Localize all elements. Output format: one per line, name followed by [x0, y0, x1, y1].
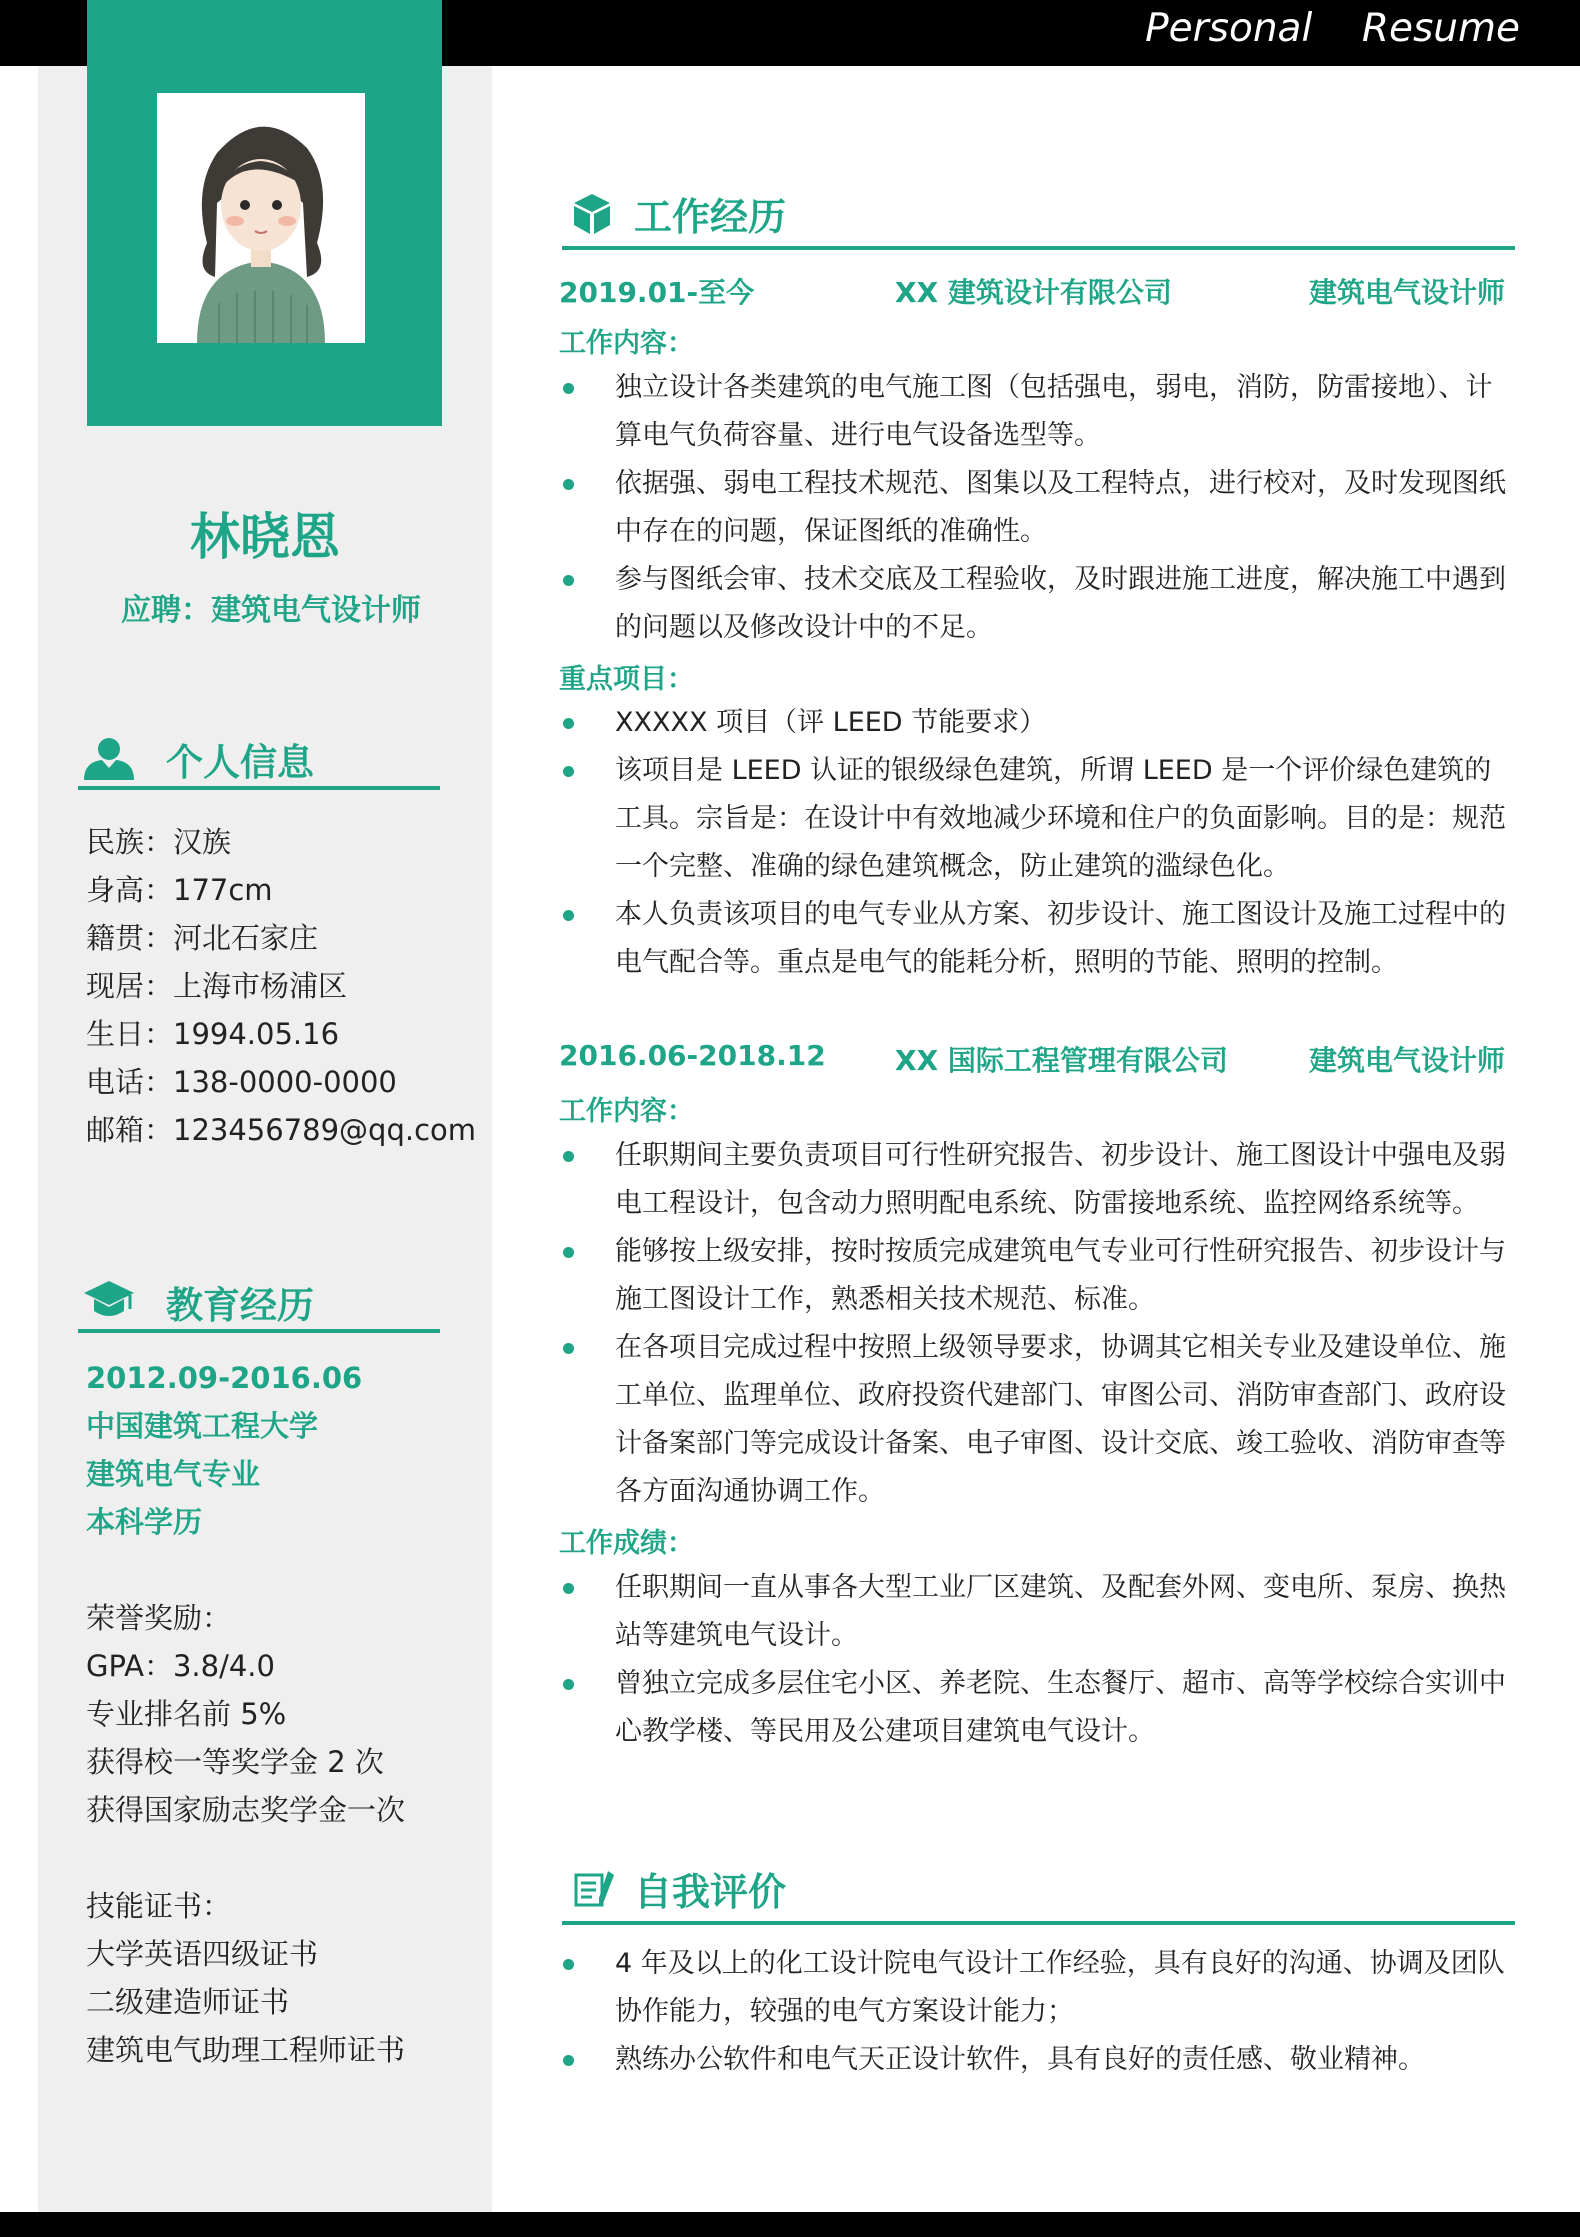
job-content-list	[559, 364, 1509, 652]
job-period: 2019.01-至今	[559, 276, 755, 309]
personal-info-list	[86, 818, 476, 1154]
job-period: 2016.06-2018.12	[559, 1039, 826, 1072]
achievements-label: 工作成绩：	[559, 1528, 694, 1559]
personal-info-heading	[78, 730, 438, 790]
job-title: 建筑电气设计师	[1308, 276, 1505, 309]
info-ethnicity: 民族：汉族	[86, 825, 232, 859]
heading-divider	[562, 1921, 1515, 1925]
honor-item: 专业排名前 5%	[86, 1697, 287, 1731]
notebook-pen-icon	[572, 1867, 618, 1913]
honor-item: 获得校一等奖学金 2 次	[86, 1745, 384, 1779]
job-company: XX 建筑设计有限公司	[895, 276, 1172, 309]
achievements-list	[559, 1564, 1509, 1756]
list-item: 曾独立完成多层住宅小区、养老院、生态餐厅、超市、高等学校综合实训中心教学楼、等民用及公建项目建筑电气设计。	[559, 1660, 1509, 1756]
list-item: 参与图纸会审、技术交底及工程验收，及时跟进施工进度，解决施工中遇到的问题以及修改设计中的不足。	[559, 556, 1509, 652]
self-eval-list	[559, 1940, 1509, 2084]
avatar	[157, 93, 365, 343]
resume-title: Personal Resume	[1145, 6, 1520, 51]
list-item: 本人负责该项目的电气专业从方案、初步设计、施工图设计及施工过程中的电气配合等。重点是电气的能耗分析，照明的节能、照明的控制。	[559, 891, 1509, 987]
spacer	[86, 1834, 405, 1882]
info-phone: 电话：138-0000-0000	[86, 1065, 397, 1099]
education-title: 教育经历	[166, 1284, 314, 1327]
education-school: 中国建筑工程大学	[86, 1409, 319, 1443]
key-projects-label: 重点项目：	[559, 664, 694, 695]
cert-item: 大学英语四级证书	[86, 1937, 319, 1971]
job-company: XX 国际工程管理有限公司	[895, 1044, 1228, 1077]
education-heading	[78, 1273, 438, 1333]
candidate-name: 林晓恩	[190, 508, 340, 566]
job-content-list	[559, 1132, 1509, 1516]
heading-divider	[78, 1329, 440, 1333]
education-degree: 本科学历	[86, 1505, 203, 1539]
job-content-label: 工作内容：	[559, 328, 694, 359]
spacer	[86, 1546, 405, 1594]
self-eval-title: 自我评价	[634, 1870, 787, 1914]
graduation-cap-icon	[84, 1279, 134, 1323]
cube-icon	[572, 192, 612, 240]
list-item: 依据强、弱电工程技术规范、图集以及工程特点，进行校对，及时发现图纸中存在的问题，保证图纸的准确性。	[559, 460, 1509, 556]
list-item: 独立设计各类建筑的电气施工图（包括强电，弱电，消防，防雷接地）、计算电气负荷容量、进行电气设备选型等。	[559, 364, 1509, 460]
cert-item: 建筑电气助理工程师证书	[86, 2033, 406, 2067]
work-title: 工作经历	[634, 195, 787, 239]
info-email: 邮箱：123456789@qq.com	[86, 1113, 477, 1147]
list-item: 任职期间主要负责项目可行性研究报告、初步设计、施工图设计中强电及弱电工程设计，包含动力照明配电系统、防雷接地系统、监控网络系统等。	[559, 1132, 1509, 1228]
certs-label: 技能证书：	[86, 1889, 232, 1923]
job-header	[559, 1039, 1505, 1079]
list-item: 能够按上级安排，按时按质完成建筑电气专业可行性研究报告、初步设计与施工图设计工作，熟悉相关技术规范、标准。	[559, 1228, 1509, 1324]
honors-label: 荣誉奖励：	[86, 1601, 232, 1635]
honor-item: GPA：3.8/4.0	[86, 1649, 275, 1683]
honor-item: 获得国家励志奖学金一次	[86, 1793, 406, 1827]
self-eval-heading	[562, 1861, 1515, 1931]
info-hometown: 籍贯：河北石家庄	[86, 921, 319, 955]
education-details	[86, 1354, 405, 2074]
info-height: 身高：177cm	[86, 873, 273, 907]
job-content-label: 工作内容：	[559, 1096, 694, 1127]
personal-info-title: 个人信息	[166, 741, 314, 784]
education-major: 建筑电气专业	[86, 1457, 261, 1491]
person-icon	[84, 736, 134, 784]
list-item: 任职期间一直从事各大型工业厂区建筑、及配套外网、变电所、泵房、换热站等建筑电气设计。	[559, 1564, 1509, 1660]
list-item: 4 年及以上的化工设计院电气设计工作经验，具有良好的沟通、协调及团队协作能力，较强的电气方案设计能力；	[559, 1940, 1509, 2036]
applied-position: 应聘：建筑电气设计师	[121, 593, 421, 628]
footer-bar	[0, 2212, 1580, 2237]
list-item: XXXXX 项目（评 LEED 节能要求）	[559, 699, 1509, 747]
work-heading	[562, 186, 1515, 256]
info-residence: 现居：上海市杨浦区	[86, 969, 348, 1003]
key-projects-list	[559, 699, 1509, 987]
job-title: 建筑电气设计师	[1308, 1044, 1505, 1077]
heading-divider	[562, 246, 1515, 250]
list-item: 熟练办公软件和电气天正设计软件，具有良好的责任感、敬业精神。	[559, 2036, 1509, 2084]
education-period: 2012.09-2016.06	[86, 1361, 363, 1395]
cert-item: 二级建造师证书	[86, 1985, 290, 2019]
heading-divider	[78, 786, 440, 790]
list-item: 在各项目完成过程中按照上级领导要求，协调其它相关专业及建设单位、施工单位、监理单位、政府投资代建部门、审图公司、消防审查部门、政府设计备案部门等完成设计备案、电子审图、设计交底、竣工验收、消防审查等各方面沟通协调工作。	[559, 1324, 1509, 1516]
list-item: 该项目是 LEED 认证的银级绿色建筑，所谓 LEED 是一个评价绿色建筑的工具。宗旨是：在设计中有效地减少环境和住户的负面影响。目的是：规范一个完整、准确的绿色建筑概念，防止建筑的滥绿色化。	[559, 747, 1509, 891]
job-header	[559, 271, 1505, 311]
info-birthday: 生日：1994.05.16	[86, 1017, 340, 1051]
